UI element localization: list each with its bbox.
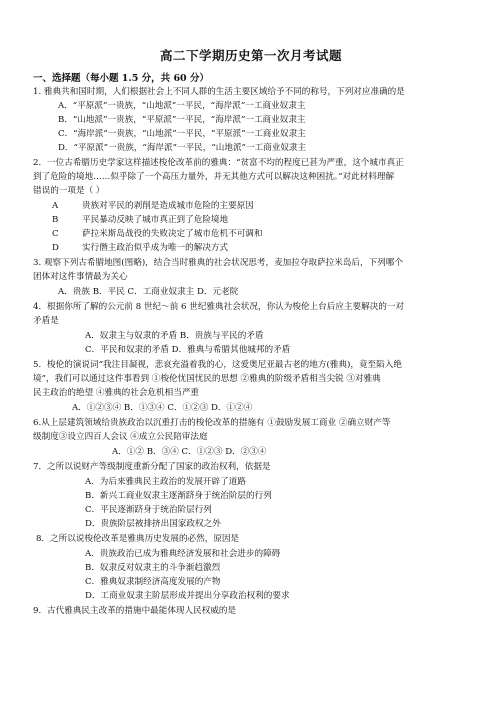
question-7-option-c: C．平民逐渐跻身于统治阶层行列	[85, 505, 212, 515]
section-heading: 一、选择题（每小题 1.5 分，共 60 分）	[33, 73, 209, 84]
question-8-option-b: B．奴隶反对奴隶主的斗争渐趋激烈	[85, 563, 221, 573]
question-4-options-row1: A．奴隶主与奴隶的矛盾 B．贵族与平民的矛盾	[85, 331, 264, 341]
question-7-option-d: D．贵族阶层被排挤出国家政权之外	[85, 519, 221, 529]
question-1-stem: 1. 雅典共和国时期，人们根据社会上不同人群的生活主要区域给予不同的称号，下列对应准确的是	[33, 87, 405, 97]
question-2-stem-line3: 错误的一项是（ ）	[33, 186, 105, 196]
question-3-stem-line2: 团体对这件事情最为关心	[33, 272, 128, 282]
question-6-options: A．①② B．③④ C．①②③ D．②③④	[112, 447, 267, 457]
question-4-stem-line1: 4．根据你所了解的公元前 8 世纪～前 6 世纪雅典社会状况，你认为梭伦上台后应主要解决的一对	[33, 302, 405, 312]
question-2-option-c: C 萨拉米斯岛战役的失败决定了城市危机不可调和	[52, 229, 263, 239]
question-1-option-b: B．“山地派”一贵族，“平原派”一平民，“海岸派”一工商业奴隶主	[58, 115, 306, 125]
question-7-stem: 7．之所以说财产等级制度重新分配了国家的政治权利，依据是	[33, 462, 271, 472]
question-5-stem-line3: 民主政治的绝望 ④雅典的社会危机相当严重	[33, 388, 200, 398]
question-2-option-a: A 贵族对平民的剥削是造成城市危险的主要原因	[52, 201, 254, 211]
question-7-option-a: A．为后来雅典民主政治的发展开辟了道路	[85, 477, 246, 487]
question-5-stem-line1: 5．梭伦的演说词“我注目凝视，悲哀充溢着我的心，这爱奥尼亚最古老的地方(雅典)，竟至陷入绝	[33, 360, 402, 370]
page-title: 高二下学期历史第一次月考试题	[159, 48, 342, 63]
question-2-stem-line2: 到了危险的境地……似乎除了一个高压力量外，并无其他方式可以解决这种困扰。”对此材料理解	[33, 172, 395, 182]
question-5-options: A．①②③④ B．①③④ C．①②③ D．①②④	[72, 403, 253, 413]
question-8-stem: 8．之所以说梭伦改革是雅典历史发展的必然，原因是	[36, 534, 240, 544]
question-8-option-c: C．雅典奴隶制经济高度发展的产物	[85, 577, 221, 587]
question-3-options: A．贵族 B．平民 C．工商业奴隶主 D．元老院	[58, 287, 239, 297]
question-4-options-row2: C．平民和奴隶的矛盾 D．雅典与希腊其他城邦的矛盾	[85, 345, 291, 355]
question-3-stem-line1: 3. 观察下列古希腊地图(图略)，结合当时雅典的社会状况思考，麦加拉夺取萨拉米岛后，下列哪个	[33, 258, 403, 268]
question-6-stem-line1: 6.从上层建筑领域给贵族政治以沉重打击的梭伦改革的措施有 ①鼓励发展工商业 ②确立财产等	[33, 418, 391, 428]
question-2-stem-line1: 2．一位古希腊历史学家这样描述梭伦改革前的雅典：“贫富不均的程度已甚为严重，这个城市真正	[33, 158, 404, 168]
question-1-option-d: D．“平原派”一贵族，“海岸派”一平民，“山地派”一工商业奴隶主	[58, 143, 307, 153]
question-2-option-d: D 实行僭主政治似乎成为唯一的解决方式	[52, 243, 229, 253]
question-1-option-a: A．“平原派”一贵族，“山地派”一平民，“海岸派”一工商业奴隶主	[58, 101, 306, 111]
question-1-option-c: C．“海岸派”一贵族，“山地派”一平民，“平原派”一工商业奴隶主	[58, 129, 306, 139]
question-2-option-b: B 平民暴动反映了城市真正到了危险境地	[52, 215, 229, 225]
question-7-option-b: B．新兴工商业奴隶主逐渐跻身于统治阶层的行列	[85, 491, 272, 501]
question-9-stem: 9．古代雅典民主改革的措施中最能体现人民权威的是	[33, 606, 237, 616]
question-8-option-d: D．工商业奴隶主阶层形成并提出分享政治权利的要求	[85, 591, 290, 601]
question-8-option-a: A．贵族政治已成为雅典经济发展和社会进步的障碍	[85, 549, 281, 559]
question-5-stem-line2: 境”，我们可以通过这件事看到 ①梭伦忧国忧民的思想 ②雅典的阶级矛盾相当尖锐 ③对雅典	[33, 374, 381, 384]
question-6-stem-line2: 级制度③设立四百人会议 ④成立公民陪审法庭	[33, 432, 208, 442]
question-4-stem-line2: 矛盾是	[33, 316, 59, 326]
